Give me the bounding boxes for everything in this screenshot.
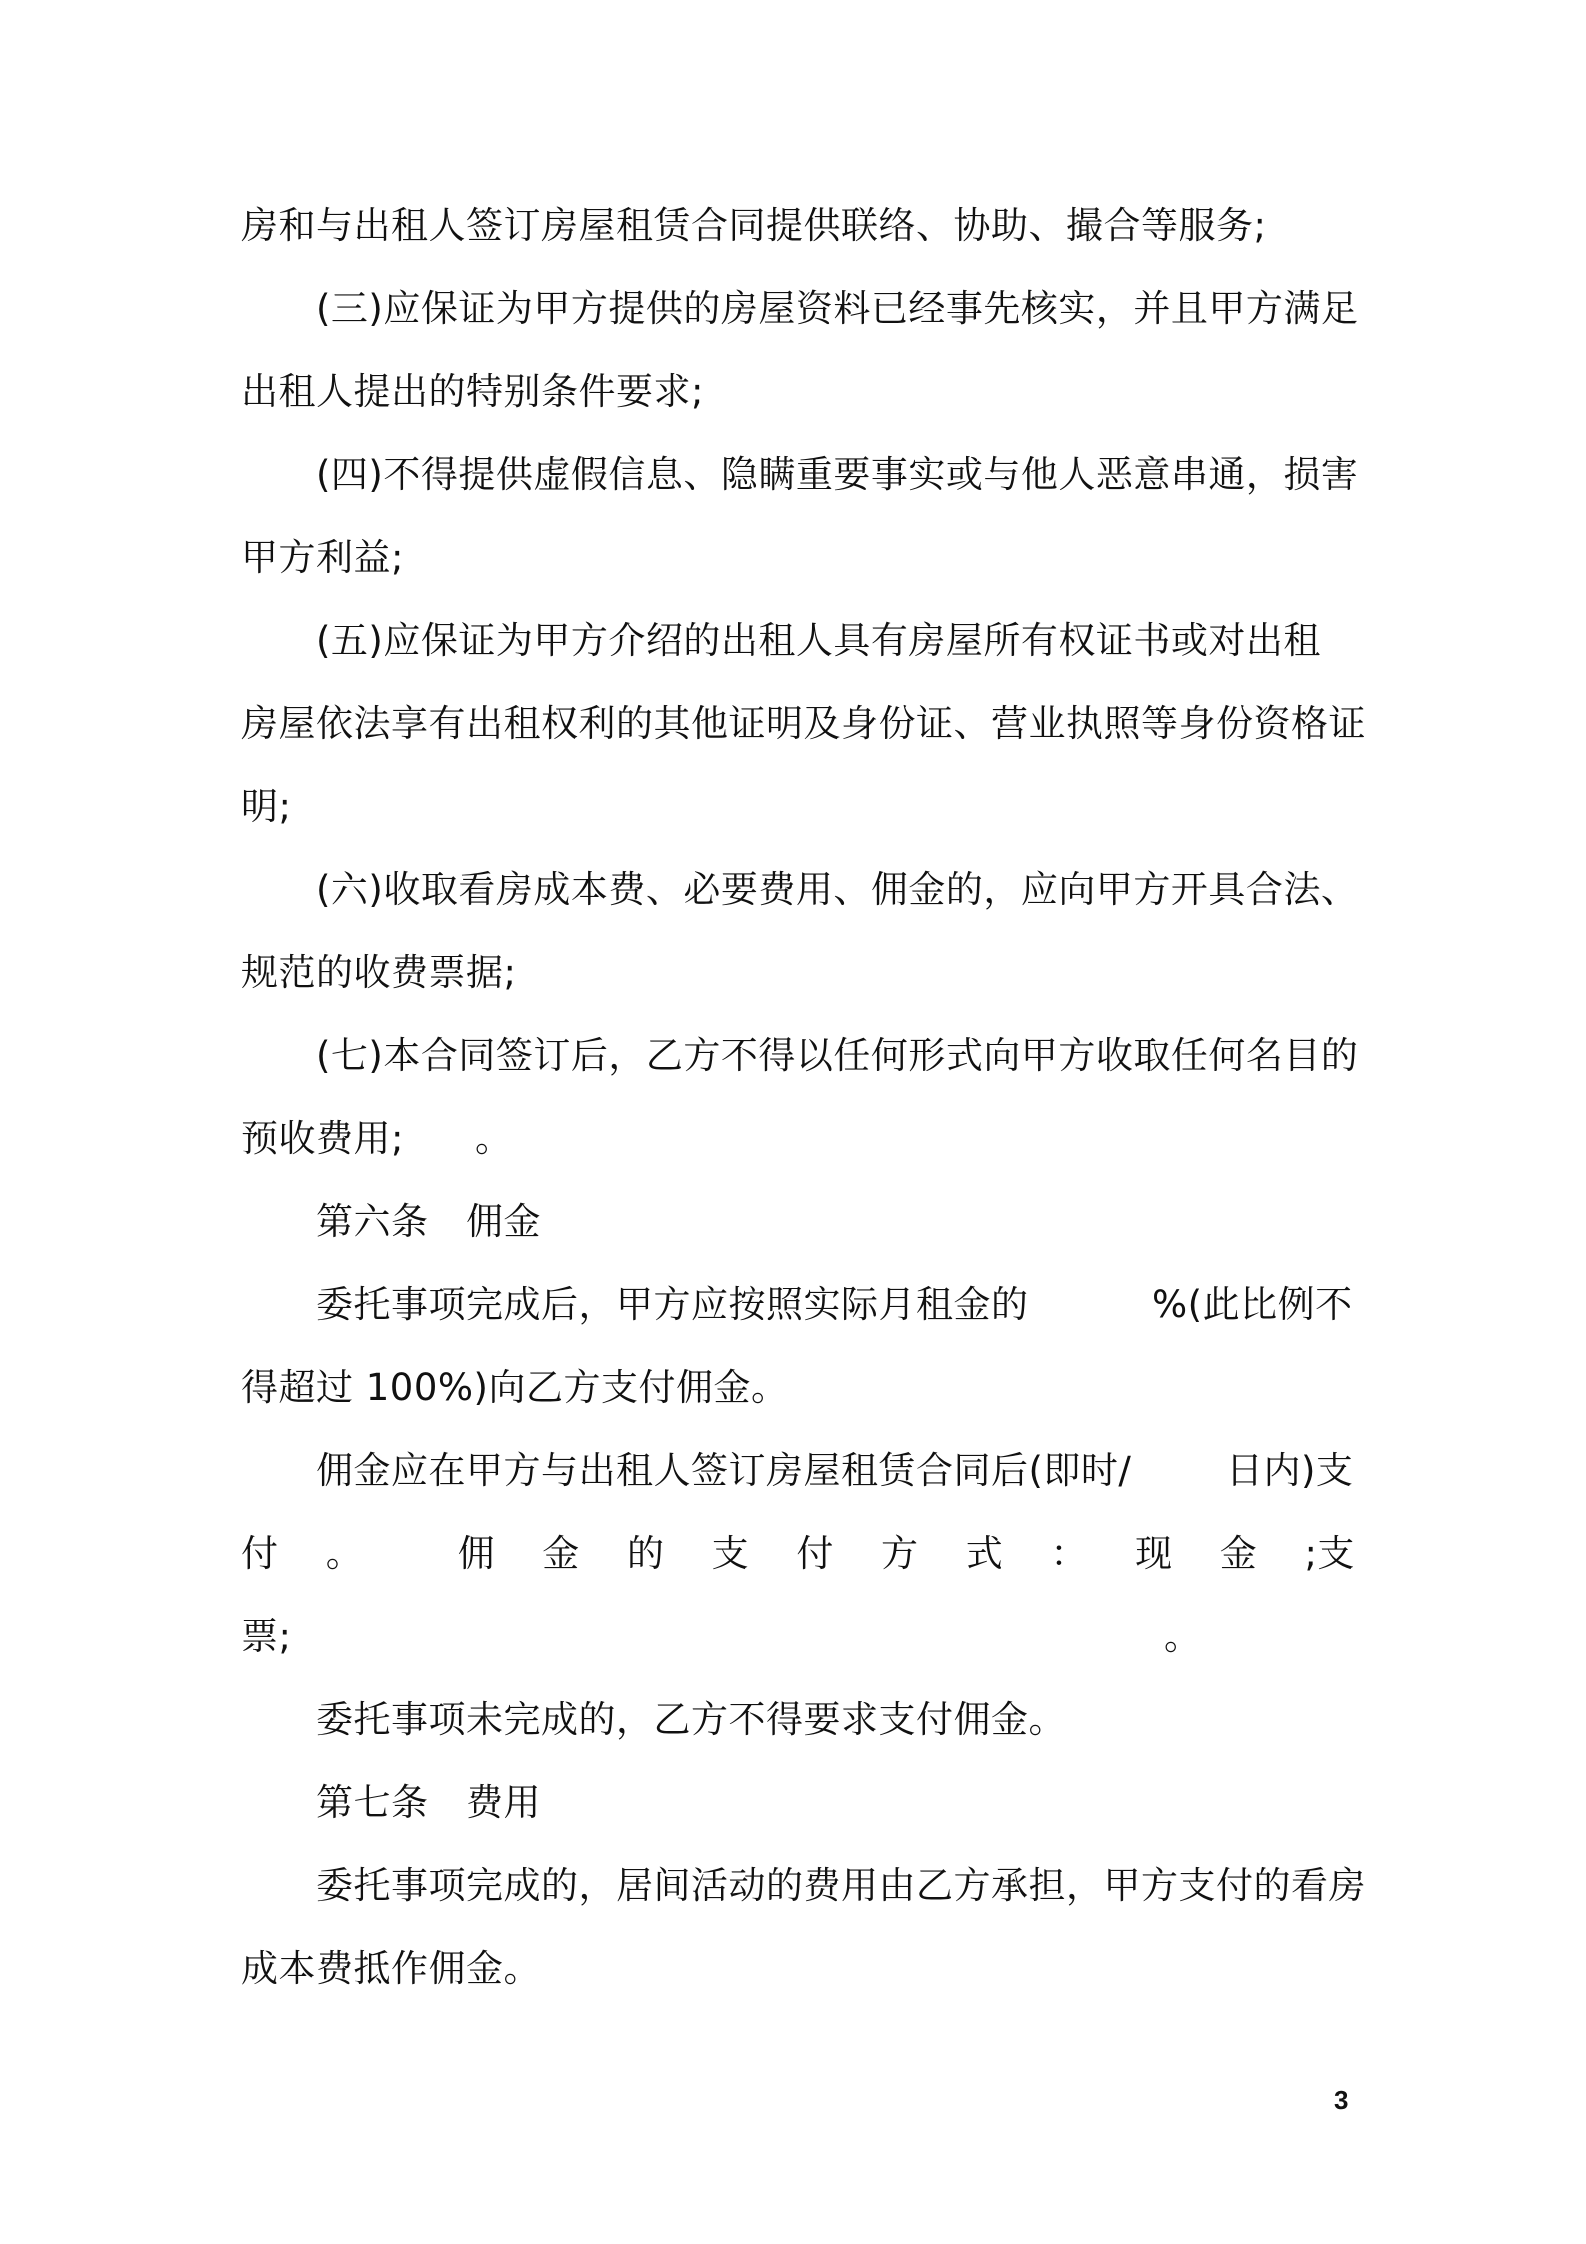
text-glyph: 方 bbox=[881, 1532, 919, 1575]
page-number: 3 bbox=[1334, 2085, 1349, 2115]
clause-4: (四)不得提供虚假信息、隐瞒重要事实或与他人恶意串通，损害 bbox=[316, 453, 1359, 496]
text-line: 规范的收费票据; bbox=[241, 951, 517, 994]
text-glyph: ： bbox=[1050, 1532, 1088, 1575]
text-line: 房和与出租人签订房屋租赁合同提供联络、协助、撮合等服务; bbox=[241, 204, 1267, 247]
text-line: %(此比例不 bbox=[1152, 1283, 1353, 1326]
text-glyph: 。 bbox=[325, 1532, 364, 1575]
text-glyph: 付 bbox=[796, 1532, 834, 1575]
payment-method-line bbox=[241, 1528, 1355, 1580]
text-line: 委托事项完成的，居间活动的费用由乙方承担，甲方支付的看房 bbox=[316, 1864, 1366, 1907]
text-glyph: 的 bbox=[626, 1532, 665, 1575]
text-line: 委托事项未完成的，乙方不得要求支付佣金。 bbox=[316, 1698, 1066, 1741]
text-glyph: ;支 bbox=[1304, 1532, 1355, 1575]
text-glyph: 现 bbox=[1135, 1532, 1173, 1575]
clause-3: (三)应保证为甲方提供的房屋资料已经事先核实，并且甲方满足 bbox=[316, 287, 1359, 330]
text-line: 佣金应在甲方与出租人签订房屋租赁合同后(即时/ bbox=[316, 1449, 1132, 1492]
article-7-heading: 第七条 费用 bbox=[316, 1781, 541, 1824]
text-line: 出租人提出的特别条件要求; bbox=[241, 370, 704, 413]
text-line: 成本费抵作佣金。 bbox=[241, 1947, 541, 1990]
text-line: 明; bbox=[241, 785, 292, 828]
text-glyph: 金 bbox=[542, 1532, 580, 1575]
clause-5: (五)应保证为甲方介绍的出租人具有房屋所有权证书或对出租 bbox=[316, 619, 1321, 662]
text-glyph: 支 bbox=[711, 1532, 750, 1575]
text-glyph: 佣 bbox=[457, 1532, 496, 1575]
period-mark: 。 bbox=[475, 1117, 512, 1160]
text-line: 得超过 100%)向乙方支付佣金。 bbox=[241, 1366, 789, 1409]
text-glyph: 付 bbox=[241, 1532, 279, 1575]
text-line: 日内)支 bbox=[1226, 1449, 1354, 1492]
text-line: 甲方利益; bbox=[241, 536, 404, 579]
clause-7: (七)本合同签订后，乙方不得以任何形式向甲方收取任何名目的 bbox=[316, 1034, 1359, 1077]
text-line: 房屋依法享有出租权利的其他证明及身份证、营业执照等身份资格证 bbox=[241, 702, 1366, 745]
period-mark: 。 bbox=[1164, 1615, 1201, 1658]
text-glyph: 式 bbox=[965, 1532, 1004, 1575]
text-line: 票; bbox=[241, 1615, 292, 1658]
text-line: 预收费用; bbox=[241, 1117, 404, 1160]
text-line: 委托事项完成后，甲方应按照实际月租金的 bbox=[316, 1283, 1029, 1326]
article-6-heading: 第六条 佣金 bbox=[316, 1200, 541, 1243]
text-glyph: 金 bbox=[1219, 1532, 1258, 1575]
clause-6: (六)收取看房成本费、必要费用、佣金的，应向甲方开具合法、 bbox=[316, 868, 1359, 911]
